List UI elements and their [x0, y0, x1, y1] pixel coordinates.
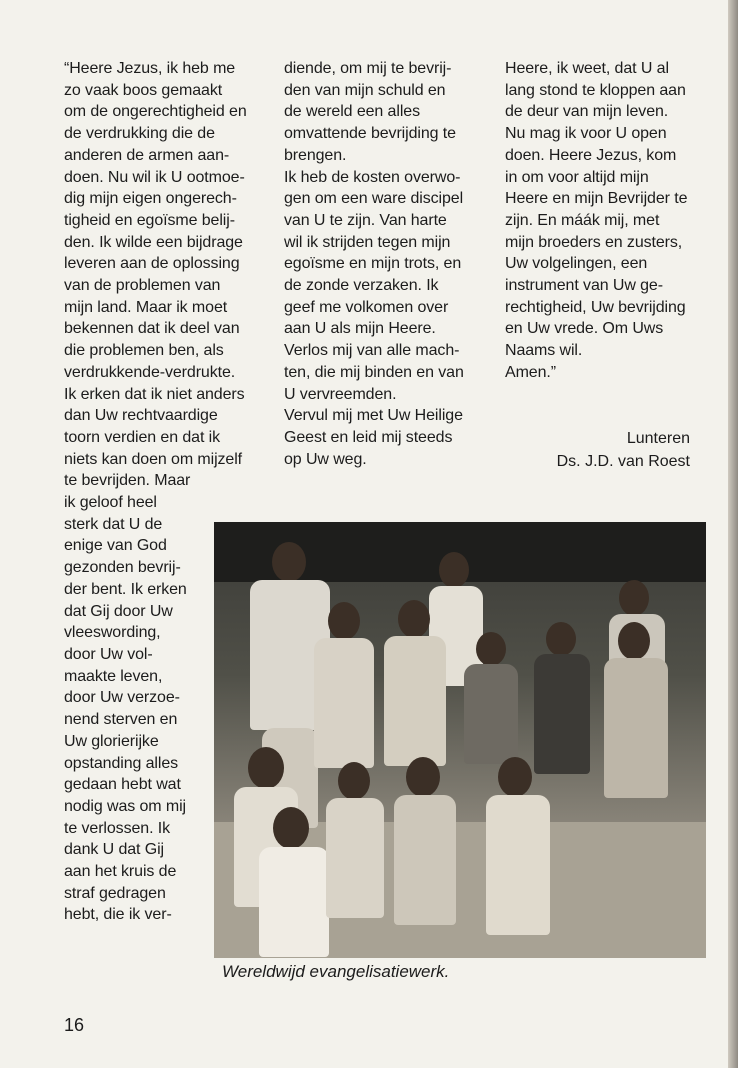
signature-place: Lunteren [626, 430, 690, 447]
text-column-2: diende, om mij te bevrij- den van mijn schuld en de wereld een alles omvattende bevrijding te brengen. Ik heb de kosten overwo- gen om een ware discipel van U te zijn. Van harte wil ik strijden tegen mijn egoïsme en mijn trots, en de zonde verzaken. Ik geef me volkomen over aan U als mijn Heere. Verlos mij van alle mach- ten, die mij binden en van U vervreemden. Vervul mij met Uw Heilige Geest en leid mij steeds op Uw weg. [284, 60, 464, 468]
text-column-3: Heere, ik weet, dat U al lang stond te kloppen aan de deur van mijn leven. Nu mag ik voor U open doen. Heere Jezus, kom in om voor altijd mijn Heere en mijn Bevrijder te zijn. En máák mij, met mijn broeders en zusters, Uw volgelingen, een instrument van Uw ge- rechtigheid, Uw bevrijding en Uw vrede. Om Uws Naams wil. Amen.” [505, 60, 688, 381]
group-photo [214, 522, 706, 958]
text-column-1: “Heere Jezus, ik heb me zo vaak boos gemaakt om de ongerechtigheid en de verdrukking die de anderen de armen aan- doen. Nu wil ik U ootmoe- dig mijn eigen ongerech- tigheid en egoïsme belij- den. Ik wilde een bijdrage leveren aan de oplossing van de problemen van mijn land. Maar ik moet bekennen dat ik deel van die problemen ben, als verdrukkende-verdrukte. Ik erken dat ik niet anders dan Uw rechtvaardige toorn verdien en dat ik niets kan doen om mijzelf te bevrijden. Maar ik geloof heel sterk dat U de enige van God gezonden bevrij- der bent. Ik erken dat Gij door Uw vleeswording, door Uw vol- maakte leven, door Uw verzoe- nend sterven en Uw glorierijke opstanding alles gedaan hebt wat nodig was om mij te verlossen. Ik dank U dat Gij aan het kruis de straf gedragen hebt, die ik ver- [64, 60, 247, 924]
photo-caption: Wereldwijd evangelisatiewerk. [222, 962, 450, 981]
signature-author: Ds. J.D. van Roest [556, 453, 690, 470]
page-number: 16 [64, 1015, 85, 1035]
page-edge [728, 0, 738, 1068]
